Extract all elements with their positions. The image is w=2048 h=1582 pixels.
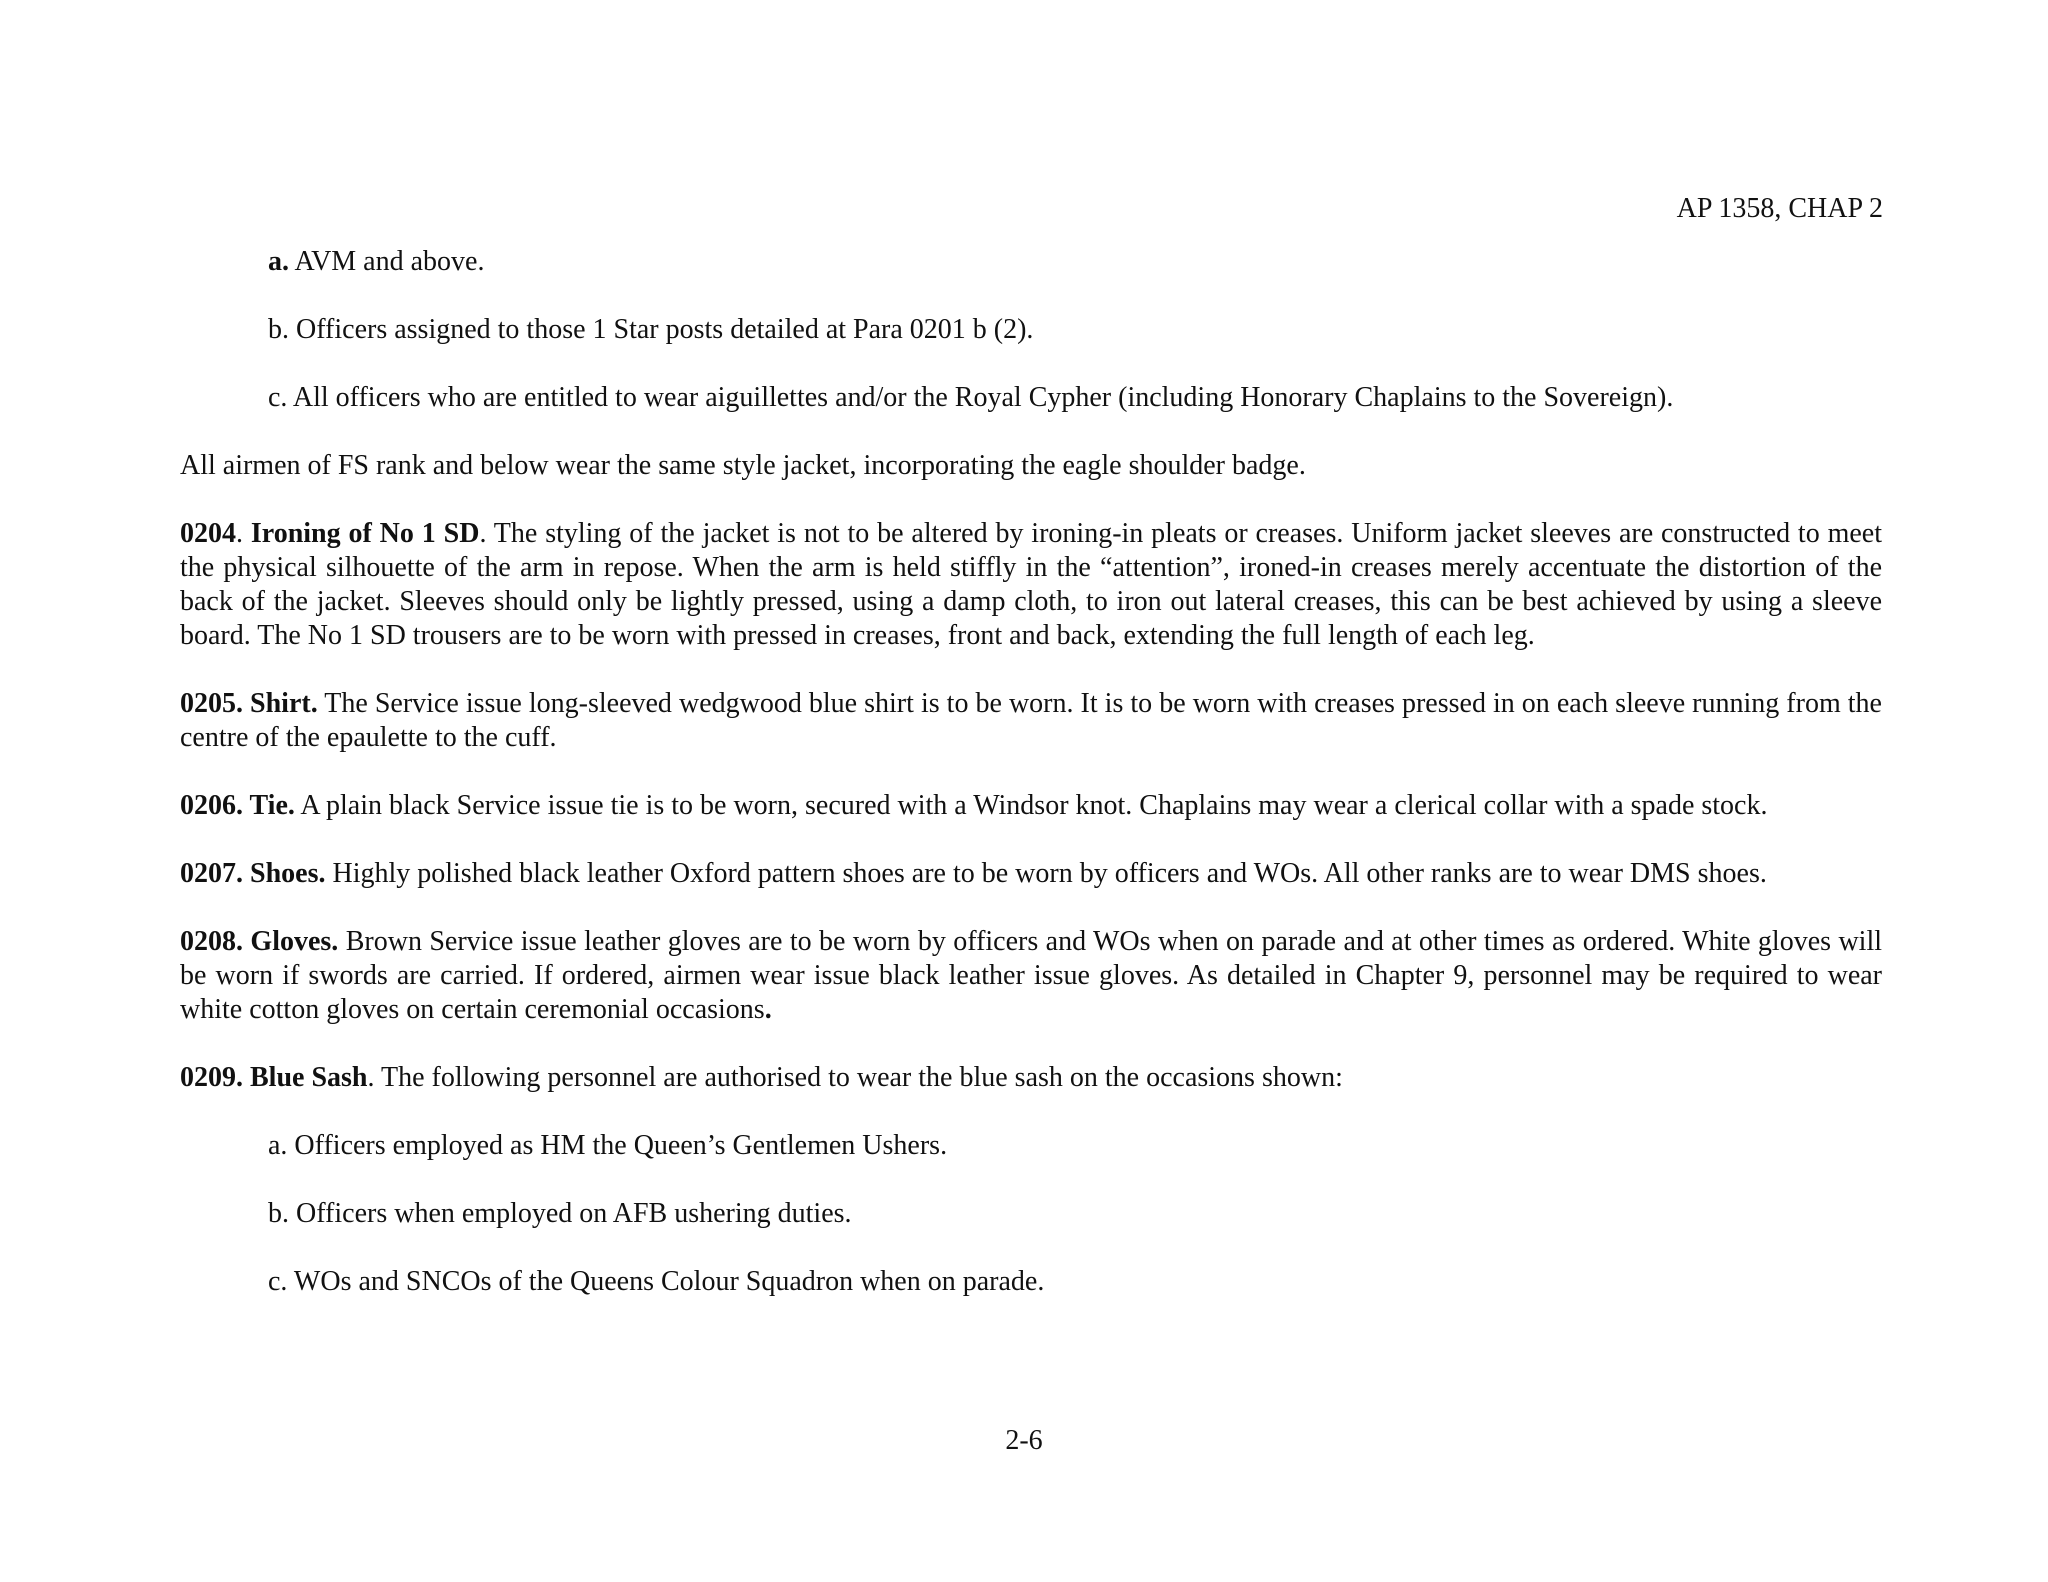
list-item-a [180, 245, 1882, 279]
page-number: 2-6 [1005, 1425, 1043, 1456]
paragraph-text: . The following personnel are authorised to wear the blue sash on the occasions shown: [367, 1062, 1343, 1093]
paragraph-heading: 0205. Shirt. [180, 688, 318, 719]
paragraph-number: 0204 [180, 518, 236, 549]
list-item-text: AVM and above. [289, 246, 485, 277]
paragraph-0207 [180, 857, 1882, 891]
document-body [180, 245, 1882, 1333]
paragraph-title: Ironing of No 1 SD [250, 518, 480, 549]
paragraph-0208 [180, 925, 1882, 1027]
paragraph-text: Brown Service issue leather gloves are to be worn by officers and WOs when on parade and at other times as ordered. White gloves will be worn if swords are carried. If ordered, airmen wear issue black leather issue gloves. As detailed in Chapter 9, personnel may be required to wear white cotton gloves on certain ceremonial occasions [180, 926, 1883, 1025]
paragraph-text: Highly polished black leather Oxford pattern shoes are to be worn by officers and WOs. All other ranks are to wear DMS shoes. [325, 858, 1767, 889]
paragraph-heading: 0209. Blue Sash [180, 1062, 368, 1093]
paragraph-text: . The styling of the jacket is not to be altered by ironing-in pleats or creases. Uniform jacket sleeves are constructed to meet the physical silhouette of the arm in repose. When the arm is held stiffly in the “attention”, ironed-in creases merely accentuate the distortion of the back of the jacket. Sleeves should only be lightly pressed, using a damp cloth, to iron out lateral creases, this can be best achieved by using a sleeve board. The No 1 SD trousers are to be worn with pressed in creases, front and back, extending the full length of each leg. [180, 518, 1882, 651]
paragraph-end-mark: . [764, 994, 772, 1025]
list-item-c: c. All officers who are entitled to wear aiguillettes and/or the Royal Cypher (including Honorary Chaplains to the Sovereign). [268, 382, 1674, 413]
paragraph-heading: 0207. Shoes. [180, 858, 326, 889]
airmen-paragraph: All airmen of FS rank and below wear the same style jacket, incorporating the eagle shoulder badge. [180, 450, 1306, 481]
list-item-b: b. Officers assigned to those 1 Star posts detailed at Para 0201 b (2). [268, 314, 1034, 345]
paragraph-0209 [180, 1061, 1882, 1095]
paragraph-0204 [180, 517, 1882, 653]
paragraph-text: A plain black Service issue tie is to be worn, secured with a Windsor knot. Chaplains may wear a clerical collar with a spade stock. [294, 790, 1768, 821]
paragraph-text: The Service issue long-sleeved wedgwood blue shirt is to be worn. It is to be worn with creases pressed in on each sleeve running from the centre of the epaulette to the cuff. [180, 688, 1882, 753]
paragraph-heading: 0206. Tie. [180, 790, 295, 821]
sash-list-item-a: a. Officers employed as HM the Queen’s Gentlemen Ushers. [268, 1130, 948, 1161]
list-marker: a. [268, 246, 289, 277]
paragraph-separator: . [236, 518, 251, 549]
paragraph-0206 [180, 789, 1882, 823]
paragraph-heading: 0208. Gloves. [180, 926, 339, 957]
document-reference: AP 1358, CHAP 2 [1676, 193, 1883, 224]
paragraph-0205 [180, 687, 1882, 755]
sash-list-item-b: b. Officers when employed on AFB ushering duties. [268, 1198, 852, 1229]
sash-list-item-c: c. WOs and SNCOs of the Queens Colour Squadron when on parade. [268, 1266, 1045, 1297]
